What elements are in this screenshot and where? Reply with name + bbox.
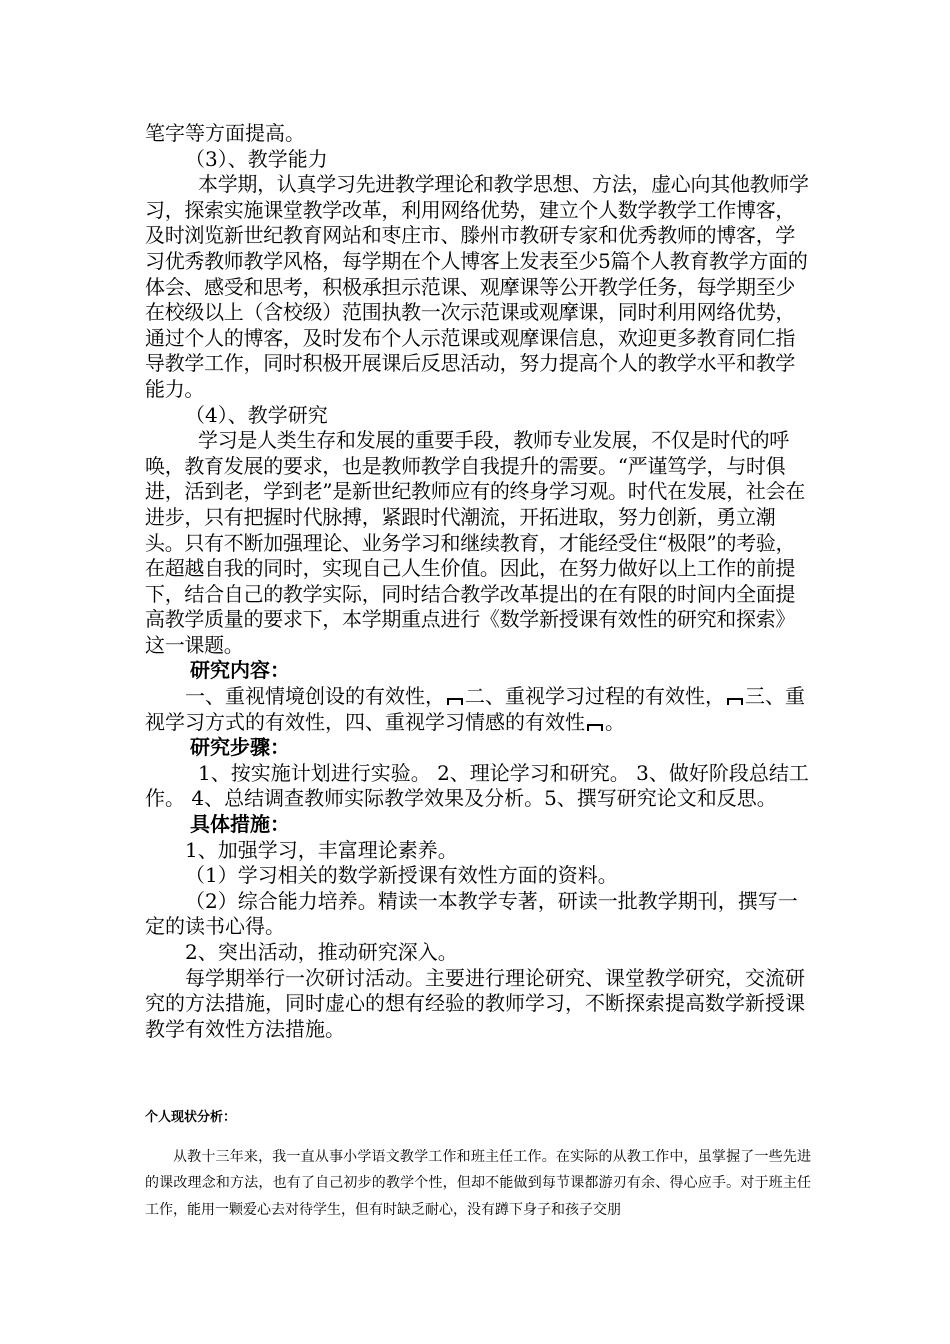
content-item-1: 一、重视情境创设的有效性， — [185, 684, 445, 709]
heading-research-steps: 研究步骤： — [190, 735, 290, 760]
paragraph-continuation: 笔字等方面提高。 — [145, 121, 305, 145]
measure-1-1: （1）学习相关的数学新授课有效性方面的资料。 — [185, 863, 618, 888]
status-analysis-title: 个人现状分析： — [145, 1110, 237, 1125]
status-analysis-section — [145, 1105, 811, 1224]
measure-2-paragraph: 每学期举行一次研讨活动。主要进行理论研究、课堂教学研究，交流研究的方法措施，同时虚心的想有经验的教师学习，不断探索提高数学新授课教学有效性方法措施。 — [145, 965, 805, 1041]
placeholder-mark — [447, 698, 463, 705]
placeholder-mark — [587, 724, 603, 731]
heading-teaching-ability: （3）、教学能力 — [185, 146, 328, 171]
plan-section — [145, 121, 813, 1042]
content-item-3: 三、重视学习方式的有效性，四、重视学习情感的有效性 — [145, 684, 805, 734]
heading-research-content: 研究内容： — [190, 658, 290, 683]
placeholder-mark — [727, 698, 743, 705]
heading-teaching-research: （4）、教学研究 — [185, 402, 328, 427]
content-end: 。 — [605, 709, 625, 734]
paragraph-teaching-ability: 本学期，认真学习先进教学理论和教学思想、方法，虚心向其他教师学习，探索实施课堂教学改革，利用网络优势，建立个人数学教学工作博客，及时浏览新世纪教育网站和枣庄市、滕州市教研专家和优秀教师的博客，学习优秀教师教学风格，每学期在个人博客上发表至少5篇个人教育教学方面的体会、感受和思考，积极承担示范课、观摩课等公开教学任务，每学期至少在校级以上（含校级）范围执教一次示范课或观摩课，同时利用网络优势，通过个人的博客，及时发布个人示范课或观摩课信息，欢迎更多教育同仁指导教学工作，同时积极开展课后反思活动，努力提高个人的教学水平和教学能力。 — [145, 172, 809, 401]
heading-specific-measures: 具体措施： — [190, 812, 290, 837]
measure-1: 1、加强学习，丰富理论素养。 — [185, 837, 458, 862]
paragraph-teaching-research: 学习是人类生存和发展的重要手段，教师专业发展，不仅是时代的呼唤，教育发展的要求，也是教师教学自我提升的需要。“严谨笃学，与时俱进，活到老，学到老”是新世纪教师应有的终身学习观。时代在发展，社会在进步，只有把握时代脉搏，紧跟时代潮流，开拓进取，努力创新，勇立潮头。只有不断加强理论、业务学习和继续教育，才能经受住“极限”的考验，在超越自我的同时，实现自己人生价值。因此，在努力做好以上工作的前提下，结合自己的教学实际，同时结合教学改革提出的在有限的时间内全面提高教学质量的要求下，本学期重点进行《数学新授课有效性的研究和探索》这一课题。 — [145, 428, 806, 657]
status-analysis-paragraph: 从教十三年来，我一直从事小学语文教学工作和班主任工作。在实际的从教工作中，虽掌握了一些先进的课改理念和方法，也有了自己初步的教学个性，但却不能做到每节课都游刃有余、得心应手。对于班主任工作，能用一颗爱心去对待学生，但有时缺乏耐心，没有蹲下身子和孩子交朋 — [145, 1148, 811, 1219]
measure-1-2: （2）综合能力培养。精读一本教学专著，研读一批教学期刊，撰写一定的读书心得。 — [145, 888, 798, 939]
paragraph-research-steps: 1、按实施计划进行实验。 2、理论学习和研究。 3、做好阶段总结工作。 4、总结调查教师实际教学效果及分析。5、撰写研究论文和反思。 — [145, 760, 809, 811]
measure-2: 2、突出活动，推动研究深入。 — [185, 940, 458, 964]
content-item-2: 二、重视学习过程的有效性， — [465, 684, 725, 709]
paragraph-research-content — [145, 684, 813, 735]
